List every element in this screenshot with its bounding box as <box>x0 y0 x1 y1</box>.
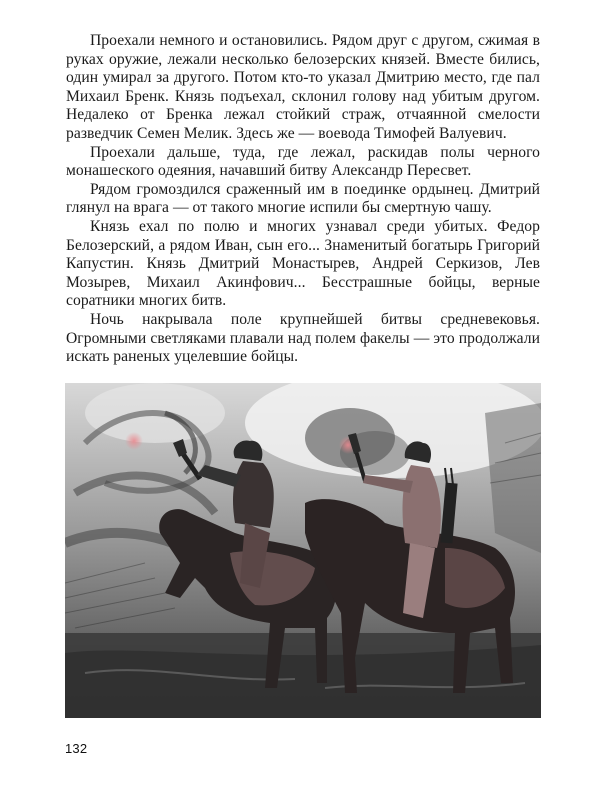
illustration-drawing <box>65 383 541 718</box>
paragraph: Проехали немного и остановились. Рядом друг с другом, сжимая в руках оружие, лежали несколько белозерских князей. Вместе бились, один умирал за другого. Потом кто-то указал Дмитрию место, где пал Михаил Бренк. Князь подъехал, склонил голову над убитым другом. Недалеко от Бренка лежал стойкий страж, отчаянной смелости разведчик Семен Мелик. Здесь же — воевода Тимофей Валуевич. <box>66 32 540 142</box>
paragraph: Проехали дальше, туда, где лежал, раскидав полы черного монашеского одеяния, начавший битву Александр Пересвет. <box>66 143 540 180</box>
paragraph: Рядом громоздился сраженный им в поединке ордынец. Дмитрий глянул на врага — от такого многие испили бы смертную чашу. <box>66 180 540 217</box>
page-number: 132 <box>65 741 88 756</box>
body-text <box>66 32 540 367</box>
illustration-horsemen-with-torches <box>65 383 541 718</box>
paragraph: Князь ехал по полю и многих узнавал среди убитых. Федор Белозерский, а рядом Иван, сын его... Знаменитый богатырь Григорий Капустин. Князь Дмитрий Монастырев, Андрей Серкизов, Лев Мозырев, Михаил Акинфович... Бесстрашные бойцы, верные соратники многих битв. <box>66 217 540 310</box>
paragraph: Ночь накрывала поле крупнейшей битвы средневековья. Огромными светляками плавали над полем факелы — это продолжали искать раненых уцелевшие бойцы. <box>66 310 540 366</box>
